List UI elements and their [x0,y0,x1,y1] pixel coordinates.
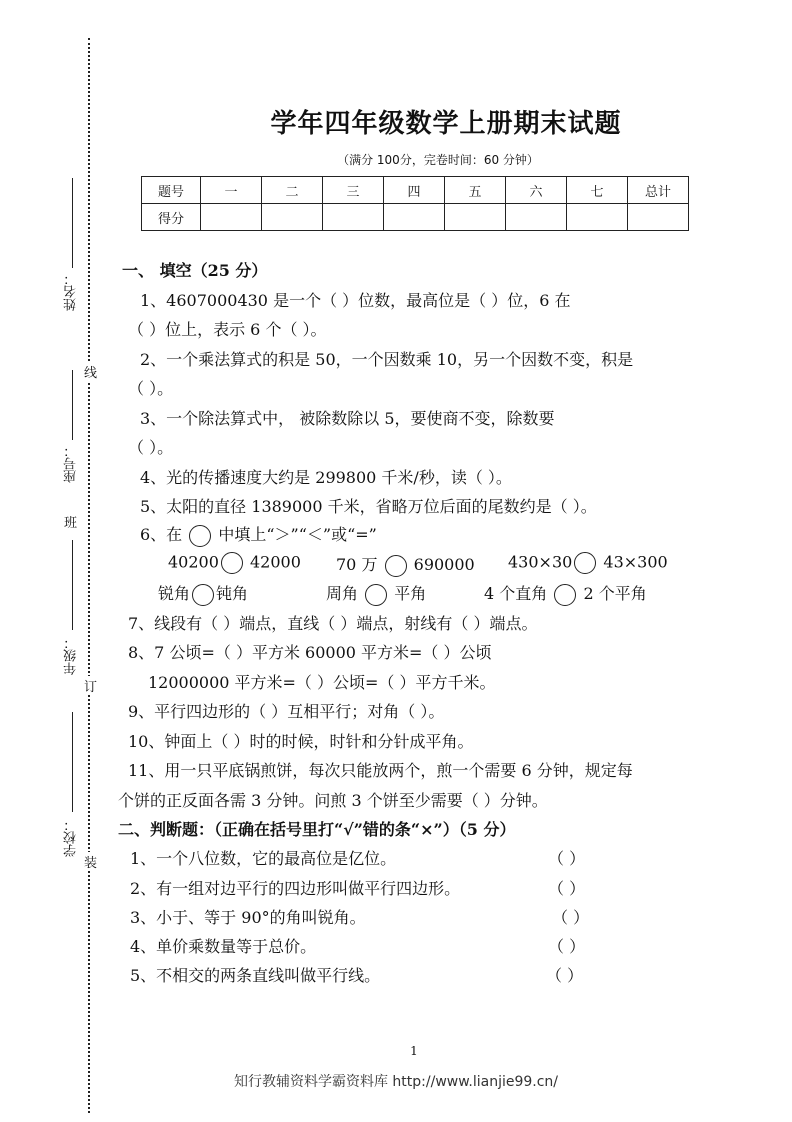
question-line: （ ）。 [128,438,174,457]
judge-item-text: 5、不相交的两条直线叫做平行线。 [130,966,381,985]
judge-item-text: 3、小于、等于 90°的角叫锐角。 [130,908,366,927]
grade-rule [72,540,73,630]
compare-left: 430×30 [508,552,573,572]
compare-right: 43×300 [603,552,668,572]
compare-item [508,552,668,574]
compare-right: 平角 [394,584,427,603]
judge-item-text: 1、一个八位数，它的最高位是亿位。 [130,849,397,868]
compare-item [484,581,647,606]
compare-right: 42000 [250,552,301,572]
school-label: 学校： [64,818,79,857]
question-line: （ ）位上，表示 6 个（ ）。 [128,320,327,339]
judge-answer-bracket[interactable]: （ ） [548,879,586,898]
compare-left: 4 个直角 [484,584,548,603]
question-line: 11、用一只平底锅煎饼，每次只能放两个，煎一个需要 6 分钟，规定每 [128,761,633,780]
score-table [141,176,689,231]
compare-circle[interactable] [554,584,576,606]
compare-right: 690000 [413,555,475,574]
question-line: 个饼的正反面各需 3 分钟。问煎 3 个饼至少需要（ ）分钟。 [118,791,548,810]
question-line: 4、光的传播速度大约是 299800 千米/秒，读（ ）。 [140,468,512,487]
name-label: 姓名： [64,272,79,311]
question-line: 2、一个乘法算式的积是 50，一个因数乘 10，另一个因数不变，积是 [140,350,634,369]
circle-blank [189,525,211,547]
zhuang-char: 装 [84,852,97,871]
class-label: 班 [64,516,78,531]
score-cell: 总计 [628,177,689,204]
page-number: 1 [410,1044,418,1058]
compare-circle[interactable] [192,584,214,606]
compare-right: 钝角 [216,584,249,603]
compare-item [158,581,248,606]
judge-item-text: 4、单价乘数量等于总价。 [130,937,317,956]
score-input-cell[interactable] [201,204,262,231]
q6-prefix: 6、在 [140,525,183,544]
question-line: 7、线段有（ ）端点，直线（ ）端点，射线有（ ）端点。 [128,614,538,633]
seat-rule [72,370,73,440]
compare-left: 周角 [326,584,359,603]
score-input-cell[interactable] [262,204,323,231]
score-cell: 五 [445,177,506,204]
question-line: 5、太阳的直径 1389000 千米，省略万位后面的尾数约是（ ）。 [140,497,597,516]
judge-answer-bracket[interactable]: （ ） [546,966,584,985]
question-line: 12000000 平方米=（ ）公顷=（ ）平方千米。 [148,673,496,692]
score-table-score-row [142,204,689,231]
score-cell: 六 [506,177,567,204]
compare-item [326,581,426,606]
score-input-cell[interactable] [384,204,445,231]
score-input-cell[interactable] [445,204,506,231]
judge-answer-bracket[interactable]: （ ） [552,908,590,927]
name-rule [72,178,73,268]
question-line: 10、钟面上（ ）时的时候，时针和分针成平角。 [128,732,474,751]
section2-heading: 二、判断题：（正确在括号里打“√”错的条“×”）（5 分） [118,820,516,839]
school-rule [72,712,73,812]
judge-answer-bracket[interactable]: （ ） [548,849,586,868]
seat-label: 座号： [64,444,79,483]
score-input-cell[interactable] [506,204,567,231]
score-cell: 二 [262,177,323,204]
question-line-6 [140,522,377,547]
question-line: （ ）。 [128,379,174,398]
compare-item [336,552,475,577]
q6-suffix: 中填上“＞”“＜”或“=” [218,525,377,544]
compare-circle[interactable] [574,552,596,574]
score-cell: 题号 [142,177,201,204]
footer-watermark: 知行教辅资料学霸资料库 http://www.lianjie99.cn/ [233,1074,559,1090]
judge-item-text: 2、有一组对边平行的四边形叫做平行四边形。 [130,879,461,898]
line-char: 线 [84,362,97,381]
score-row-label: 得分 [142,204,201,231]
compare-right: 2 个平角 [583,584,647,603]
question-line: 9、平行四边形的（ ）互相平行；对角（ ）。 [128,702,445,721]
compare-circle[interactable] [365,584,387,606]
page-subtitle: （满分 100分，完卷时间：60 分钟） [337,153,539,167]
score-input-cell[interactable] [628,204,689,231]
question-line: 8、7 公顷=（ ）平方米 60000 平方米=（ ）公顷 [128,643,492,662]
grade-label: 年级： [64,636,79,675]
ding-char: 订 [84,676,97,695]
score-cell: 一 [201,177,262,204]
binding-dotted-line [88,38,90,1113]
score-input-cell[interactable] [567,204,628,231]
compare-left: 锐角 [158,584,191,603]
question-line: 1、4607000430 是一个（ ）位数，最高位是（ ）位，6 在 [140,291,571,310]
score-input-cell[interactable] [323,204,384,231]
compare-item [168,552,301,574]
compare-left: 70 万 [336,555,378,574]
judge-answer-bracket[interactable]: （ ） [548,937,586,956]
score-cell: 四 [384,177,445,204]
section1-heading: 一、 填空（25 分） [122,261,268,280]
compare-circle[interactable] [221,552,243,574]
score-table-header-row [142,177,689,204]
question-line: 3、一个除法算式中， 被除数除以 5，要使商不变，除数要 [140,409,555,428]
page-title: 学年四年级数学上册期末试题 [270,109,622,139]
score-cell: 三 [323,177,384,204]
compare-circle[interactable] [385,555,407,577]
compare-left: 40200 [168,552,219,572]
score-cell: 七 [567,177,628,204]
